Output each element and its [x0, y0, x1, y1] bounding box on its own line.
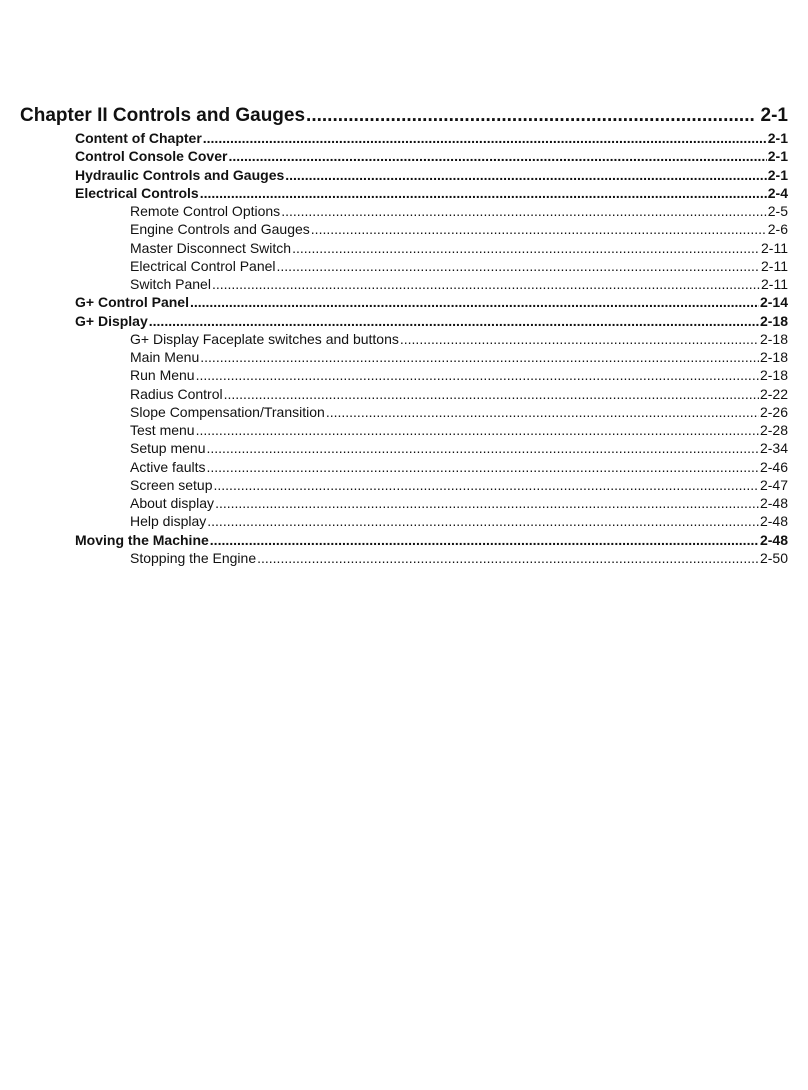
toc-dot-leader: [257, 549, 759, 567]
toc-entry-title: G+ Control Panel: [75, 294, 189, 311]
toc-entry-title: Screen setup: [130, 476, 213, 493]
toc-dot-leader: [292, 239, 760, 257]
toc-entry-title: Hydraulic Controls and Gauges: [75, 166, 285, 183]
toc-dot-leader: [311, 220, 767, 238]
toc-entry-page: 2-48: [759, 495, 788, 511]
toc-entry-page: 2-5: [767, 203, 788, 219]
toc-section-entry[interactable]: [20, 166, 788, 184]
toc-entry-title: Electrical Controls: [75, 184, 199, 201]
toc-subsection-entry[interactable]: [20, 476, 788, 494]
toc-entry-page: 2-4: [767, 184, 788, 201]
toc-chapter-heading[interactable]: [20, 104, 788, 128]
toc-entry-page: 2-26: [759, 403, 788, 420]
toc-subsection-entry[interactable]: [20, 421, 788, 439]
table-of-contents: [20, 104, 788, 567]
toc-dot-leader: [215, 494, 759, 512]
toc-entry-title: About display: [130, 495, 215, 511]
toc-dot-leader: [206, 458, 758, 476]
toc-section-entry[interactable]: [20, 312, 788, 330]
toc-dot-leader: [207, 512, 759, 530]
toc-entry-title: Help display: [130, 513, 207, 530]
toc-subsection-entry[interactable]: [20, 458, 788, 476]
toc-entry-title: Chapter II Controls and Gauges: [20, 105, 306, 126]
toc-subsection-entry[interactable]: [20, 512, 788, 530]
toc-section-entry[interactable]: [20, 129, 788, 147]
toc-entry-title: Electrical Control Panel: [130, 257, 276, 274]
toc-entry-page: 2-28: [759, 422, 788, 438]
toc-entry-title: Active faults: [130, 458, 206, 475]
toc-entry-title: Content of Chapter: [75, 130, 202, 146]
toc-dot-leader: [196, 421, 759, 439]
toc-dot-leader: [281, 202, 767, 220]
toc-entry-page: 2-18: [759, 349, 788, 365]
toc-entry-title: Slope Compensation/Transition: [130, 403, 325, 420]
toc-entry-page: 2-47: [759, 476, 788, 493]
toc-entry-title: Master Disconnect Switch: [130, 239, 292, 256]
toc-entry-page: 2-1: [760, 105, 788, 126]
toc-entry-page: 2-22: [759, 385, 788, 402]
toc-subsection-entry[interactable]: [20, 330, 788, 348]
toc-entry-page: 2-48: [759, 531, 788, 548]
toc-dot-leader: [190, 293, 759, 311]
toc-entry-title: Stopping the Engine: [130, 549, 257, 566]
toc-entry-title: G+ Display Faceplate switches and buttons: [130, 330, 399, 347]
toc-subsection-entry[interactable]: [20, 494, 788, 512]
toc-section-entry[interactable]: [20, 147, 788, 165]
toc-dot-leader: [200, 184, 767, 202]
toc-dot-leader: [224, 385, 759, 403]
toc-subsection-entry[interactable]: [20, 220, 788, 238]
toc-entry-page: 2-18: [759, 367, 788, 384]
toc-entry-page: 2-11: [761, 257, 788, 274]
toc-section-entry[interactable]: [20, 184, 788, 202]
toc-dot-leader: [228, 147, 766, 165]
toc-entry-title: Run Menu: [130, 367, 195, 384]
toc-subsection-entry[interactable]: [20, 549, 788, 567]
toc-entry-page: 2-18: [759, 330, 788, 347]
toc-entry-page: 2-1: [767, 130, 788, 146]
toc-dot-leader: [306, 104, 755, 128]
toc-entry-page: 2-48: [759, 513, 788, 530]
toc-dot-leader: [149, 312, 759, 330]
toc-entry-page: 2-50: [759, 549, 788, 566]
toc-entry-title: G+ Display: [75, 312, 148, 329]
toc-dot-leader: [214, 476, 759, 494]
toc-section-entry[interactable]: [20, 531, 788, 549]
toc-subsection-entry[interactable]: [20, 257, 788, 275]
toc-dot-leader: [207, 439, 759, 457]
toc-dot-leader: [212, 275, 760, 293]
toc-entry-page: 2-34: [759, 440, 788, 457]
toc-entry-page: 2-46: [759, 458, 788, 475]
toc-entry-title: Remote Control Options: [130, 203, 281, 219]
toc-entry-page: 2-1: [767, 166, 788, 183]
toc-dot-leader: [200, 348, 759, 366]
toc-dot-leader: [203, 129, 767, 147]
toc-dot-leader: [210, 531, 759, 549]
toc-section-entry[interactable]: [20, 293, 788, 311]
toc-entry-page: 2-18: [759, 312, 788, 329]
toc-dot-leader: [326, 403, 759, 421]
toc-entry-page: 2-11: [761, 276, 788, 292]
toc-subsection-entry[interactable]: [20, 275, 788, 293]
toc-subsection-entry[interactable]: [20, 239, 788, 257]
toc-dot-leader: [277, 257, 761, 275]
toc-subsection-entry[interactable]: [20, 348, 788, 366]
toc-subsection-entry[interactable]: [20, 439, 788, 457]
toc-subsection-entry[interactable]: [20, 403, 788, 421]
toc-entry-title: Moving the Machine: [75, 531, 209, 548]
toc-entry-title: Radius Control: [130, 385, 223, 402]
toc-subsection-entry[interactable]: [20, 202, 788, 220]
toc-entry-page: 2-6: [767, 221, 788, 238]
toc-subsection-entry[interactable]: [20, 366, 788, 384]
toc-entry-page: 2-11: [761, 239, 788, 256]
toc-entry-title: Main Menu: [130, 349, 200, 365]
toc-dot-leader: [196, 366, 759, 384]
toc-dot-leader: [400, 330, 759, 348]
toc-entry-title: Test menu: [130, 422, 195, 438]
toc-entry-page: 2-14: [759, 294, 788, 311]
toc-entry-title: Engine Controls and Gauges: [130, 221, 310, 238]
toc-entry-page: 2-1: [767, 148, 788, 165]
toc-subsection-entry[interactable]: [20, 385, 788, 403]
toc-dot-leader: [285, 166, 767, 184]
toc-entry-title: Control Console Cover: [75, 148, 228, 165]
toc-entry-title: Setup menu: [130, 440, 206, 457]
toc-entry-title: Switch Panel: [130, 276, 211, 292]
